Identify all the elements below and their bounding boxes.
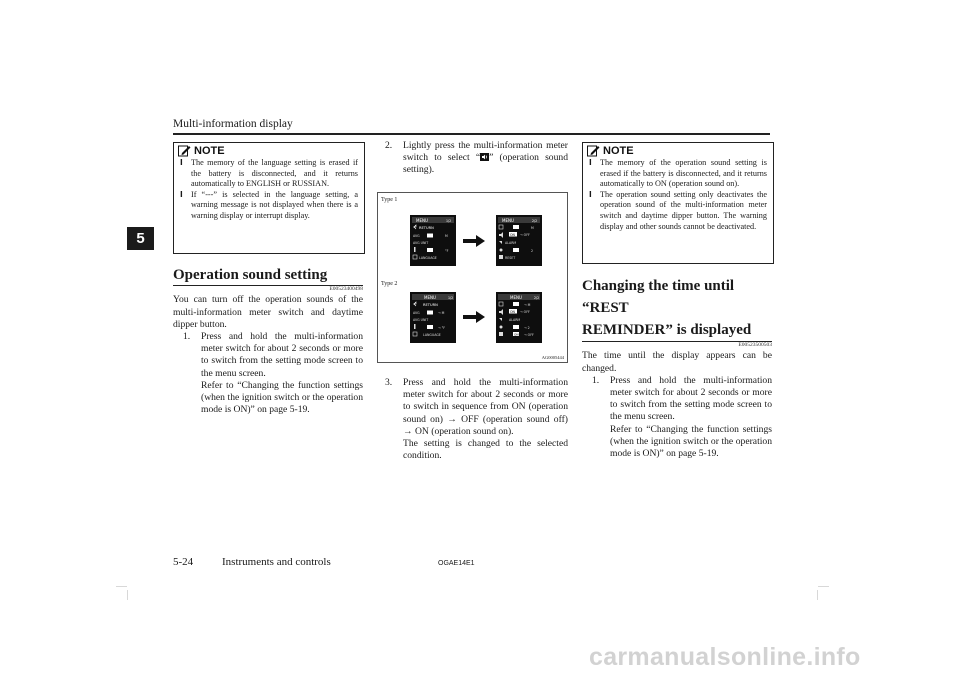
svg-text:°F: °F — [445, 249, 449, 253]
screen-row: ALARM — [509, 318, 521, 322]
type2-menu-screen-page1 — [410, 292, 456, 343]
screen-row: ALARM — [505, 241, 517, 245]
sound-setting-icon — [480, 153, 489, 161]
screen-page: 1/2 — [448, 296, 454, 300]
crop-mark — [818, 586, 829, 587]
step-text-end: ” (operation sound setting). — [403, 152, 568, 176]
menu-screens-figure — [377, 192, 568, 363]
section-operation-sound — [173, 266, 363, 416]
note-box-language — [173, 142, 365, 254]
section-title — [582, 275, 772, 341]
screen-row: ON — [510, 309, 515, 314]
note-header — [174, 143, 364, 158]
note-list — [583, 158, 773, 238]
screen-page: 1/2 — [446, 219, 452, 223]
step-reference: Refer to “Changing the function settings (when the ignition switch or the operation mode is ON)” on page 5-19. — [201, 379, 363, 416]
note-pencil-icon — [178, 145, 191, 157]
crop-mark — [127, 590, 128, 600]
type2-menu-screen-page2 — [496, 292, 542, 343]
step-number: 3. — [385, 377, 393, 388]
svg-text:2: 2 — [531, 249, 534, 253]
section-rest-reminder — [582, 275, 772, 460]
screen-row: LANGUAGE — [419, 256, 437, 260]
step-number: 1. — [592, 374, 600, 386]
type2-label: Type 2 — [381, 281, 398, 287]
intro-paragraph: You can turn off the operation sounds of the multi-information meter switch and daytime dipper button. — [173, 294, 363, 330]
step-text: Press and hold the multi-information meter switch for about 2 seconds or more to switch in sequence from ON (operation sound on) → OFF (operation sound off) → ON (operation sound on). — [403, 377, 568, 437]
svg-text:→ OFF: → OFF — [520, 232, 530, 237]
step-text: Press and hold the multi-information meter switch for about 2 seconds or more to switch from the setting mode screen to the menu screen. — [201, 330, 363, 379]
note-item: l The operation sound setting only deactivates the operation sound of the multi-information meter switch and daytime dipper button. The warning display and other sounds cannot be deactivated. — [589, 190, 767, 232]
svg-text:→ OFF: → OFF — [520, 309, 530, 314]
screen-menu-title: MENU — [416, 218, 428, 223]
crop-mark — [116, 586, 127, 587]
screen-row: RESET — [505, 256, 516, 260]
note-pencil-icon — [587, 145, 600, 157]
svg-text:→ M: → M — [524, 303, 531, 307]
note-item: l The memory of the language setting is erased if the battery is disconnected, and it returns automatically to ENGLISH or RUSSIAN. — [180, 158, 358, 190]
type1-menu-screen-page2 — [496, 215, 542, 266]
section-body — [582, 350, 772, 460]
svg-text:→ °F: → °F — [438, 326, 446, 330]
svg-text:AVG: AVG — [413, 234, 420, 238]
note-item: l If “---” is selected in the language setting, a warning message is not displayed when there is a warning display or interrupt display. — [180, 190, 358, 222]
right-arrow-icon — [463, 311, 485, 323]
section-title-line1: Changing the time until “REST — [582, 278, 735, 316]
screen-row: RETURN — [423, 303, 438, 307]
step-number: 2. — [385, 140, 393, 151]
note-header — [583, 143, 773, 158]
running-header: Multi-information display — [173, 118, 293, 130]
intro-paragraph: The time until the display appears can be changed. — [582, 350, 772, 374]
watermark: carmanualsonline.info — [589, 643, 861, 671]
note-label: NOTE — [603, 144, 634, 157]
header-rule — [173, 133, 770, 135]
step-1 — [173, 331, 363, 416]
type1-label: Type 1 — [381, 197, 398, 203]
svg-text:→ M: → M — [438, 311, 445, 315]
section-code: E00523400498 — [329, 286, 363, 293]
step-1 — [582, 375, 772, 460]
svg-text:M: M — [531, 226, 534, 230]
step-text: Press and hold the multi-information meter switch for about 2 seconds or more to switch from the setting mode screen to the menu screen. — [610, 374, 772, 423]
screen-menu-title: MENU — [502, 218, 514, 223]
screen-row: ON — [510, 232, 515, 237]
note-item: l The memory of the operation sound setting is erased if the battery is disconnected, and it returns automatically to ON (operation sound on). — [589, 158, 767, 190]
section-body — [173, 294, 363, 416]
screen-row: AVG UNIT — [413, 318, 429, 322]
svg-text:M: M — [445, 234, 448, 238]
svg-text:→ 2: → 2 — [524, 326, 530, 330]
chapter-name: Instruments and controls — [222, 556, 331, 568]
note-box-operation-sound — [582, 142, 774, 264]
right-arrow-icon — [463, 235, 485, 247]
page-number: 5-24 — [173, 556, 194, 568]
note-label: NOTE — [194, 144, 225, 157]
chapter-tab: 5 — [127, 227, 154, 250]
screen-row: AVG — [413, 311, 420, 315]
type1-menu-screen-page1 — [410, 215, 456, 266]
step-number: 1. — [183, 330, 191, 342]
crop-mark — [817, 590, 818, 600]
screen-menu-title: MENU — [424, 295, 436, 300]
step-result: The setting is changed to the selected condition. — [403, 438, 568, 462]
screen-row: ON — [514, 332, 519, 337]
step-reference: Refer to “Changing the function settings (when the ignition switch or the operation mode is ON)” on page 5-19. — [610, 423, 772, 459]
document-code: OGAE14E1 — [438, 560, 475, 567]
section-title: Operation sound setting — [173, 267, 328, 283]
note-list — [174, 158, 364, 228]
svg-text:→ OFF: → OFF — [524, 333, 534, 337]
step-2 — [385, 140, 568, 177]
screen-menu-title: MENU — [510, 295, 522, 300]
screen-row: RETURN — [419, 226, 434, 230]
figure-code: AG0005444 — [541, 355, 564, 360]
screen-row: LANGUAGE — [423, 333, 441, 337]
step-text-start: Lightly press the multi-information meter switch to select “ — [403, 140, 568, 164]
section-title-line2: REMINDER” is displayed — [582, 322, 752, 338]
section-code: E00523500503 — [738, 342, 772, 349]
step-3 — [385, 377, 568, 462]
screen-page: 2/2 — [532, 219, 538, 223]
screen-page: 2/2 — [534, 296, 540, 300]
screen-row: AVG UNIT — [413, 241, 429, 245]
